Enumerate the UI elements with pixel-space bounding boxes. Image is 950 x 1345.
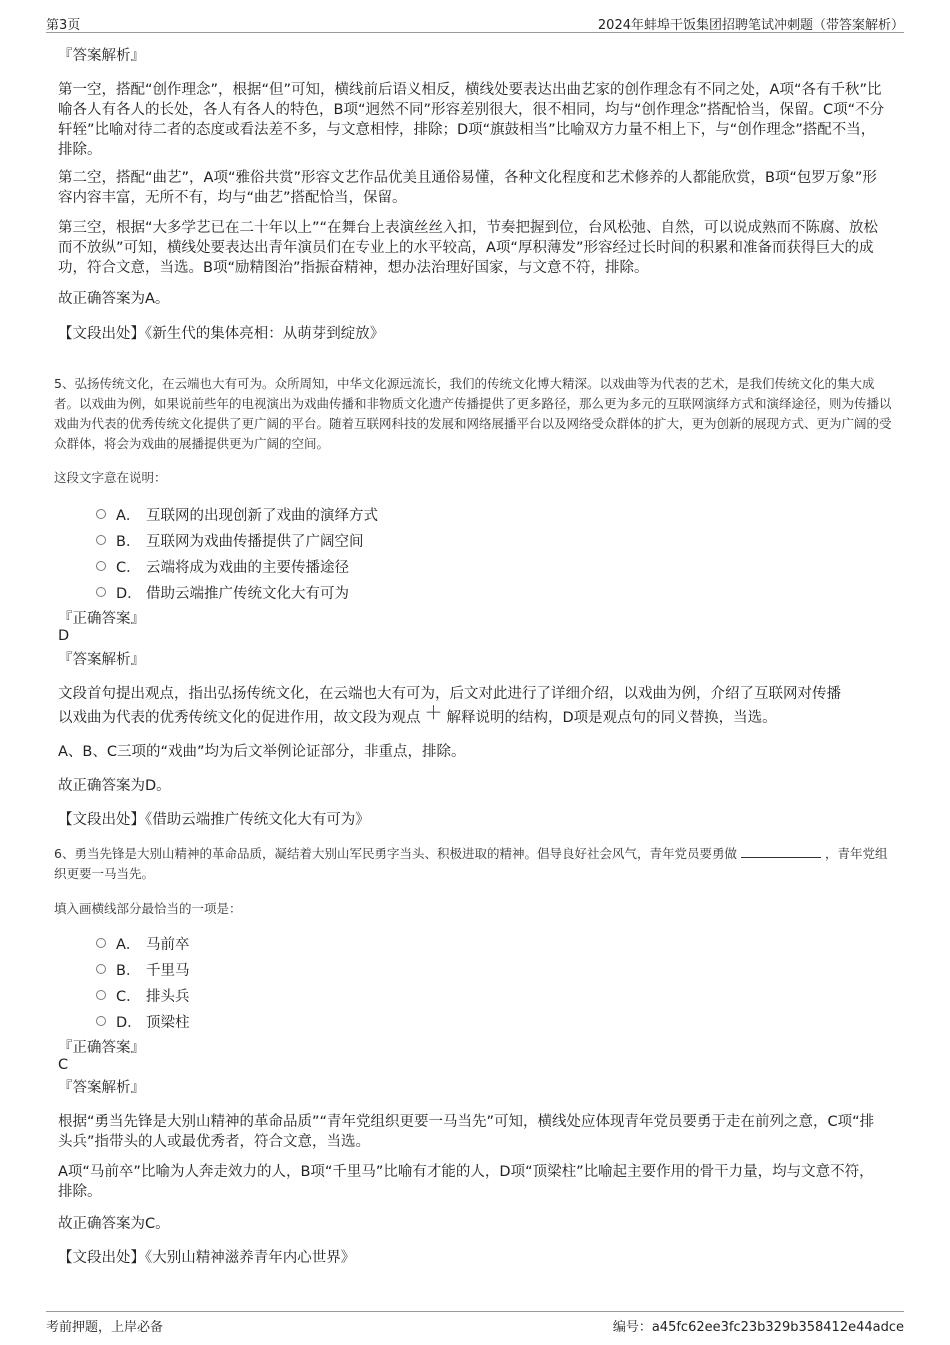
document-title: 2024年蚌埠干饭集团招聘笔试冲刺题（带答案解析）: [597, 18, 904, 33]
q5-analysis-p1c: 解释说明的结构，D项是观点句的同义替换，当选。: [446, 710, 777, 726]
q4-conclusion: 故正确答案为A。: [58, 291, 170, 307]
option-text: 排头兵: [146, 988, 190, 1005]
q6-source: 【文段出处】《大别山精神滋养青年内心世界》: [58, 1250, 356, 1266]
radio-icon[interactable]: [96, 587, 106, 597]
option-text: 互联网为戏曲传播提供了广阔空间: [146, 533, 364, 550]
radio-icon[interactable]: [96, 964, 106, 974]
q4-analysis-p3: 第三空，根据“大多学艺已在二十年以上”“在舞台上表演丝丝入扣，节奏把握到位，台风松弛、自然，可以说成熟而不陈腐、放松而不放纵”可知，横线处要表达出青年演员们在专业上的水平较高，A项“厚积薄发”形容经过长时间的积累和准备而获得巨大的成功，符合文意，当选。B项“励精图治”指振奋精神，想办法治理好国家，与文意不符，排除。: [58, 220, 879, 276]
option-text: 云端将成为戏曲的主要传播途径: [146, 559, 349, 576]
q5-analysis-label: 『答案解析』: [58, 652, 145, 668]
q5-option-c[interactable]: [96, 555, 349, 577]
q5-conclusion: 故正确答案为D。: [58, 778, 171, 794]
option-letter: A．: [116, 936, 141, 953]
q4-source: 【文段出处】《新生代的集体亮相：从萌芽到绽放》: [58, 326, 385, 342]
footer-slogan: 考前押题，上岸必备: [46, 1320, 164, 1335]
radio-icon[interactable]: [96, 535, 106, 545]
option-text: 借助云端推广传统文化大有可为: [146, 585, 349, 602]
option-letter: B．: [116, 962, 141, 979]
option-letter: C．: [116, 559, 141, 576]
q5-answer-label: 『正确答案』: [58, 611, 145, 627]
option-text: 马前卒: [146, 936, 190, 953]
radio-icon[interactable]: [96, 509, 106, 519]
q6-option-c[interactable]: [96, 984, 190, 1006]
q4-analysis-p2: 第二空，搭配“曲艺”，A项“雅俗共赏”形容文艺作品优美且通俗易懂，各种文化程度和艺术修养的人都能欣赏，B项“包罗万象”形容内容丰富，无所不有，均与“曲艺”搭配恰当，保留。: [58, 170, 877, 206]
q6-option-d[interactable]: [96, 1010, 190, 1032]
q5-question: 5、弘扬传统文化，在云端也大有可为。众所周知，中华文化源远流长，我们的传统文化博大精深。以戏曲等为代表的艺术，是我们传统文化的集大成者。以戏曲为例，如果说前些年的电视演出为戏曲传播和非物质文化遗产传播提供了更多路径，那么更为多元的互联网演绎方式和演绎途径，则为传播以戏曲为代表的优秀传统文化提供了更广阔的平台。随着互联网科技的发展和网络展播平台以及网络受众群体的扩大，更为创新的展现方式、更为广阔的受众群体，将会为戏曲的展播提供更为广阔的空间。: [54, 376, 892, 451]
fill-blank: [741, 845, 821, 858]
q6-option-b[interactable]: [96, 958, 190, 980]
page-footer: [46, 1311, 904, 1336]
q6-conclusion: 故正确答案为C。: [58, 1216, 170, 1232]
q5-option-d[interactable]: [96, 581, 349, 603]
q5-option-a[interactable]: [96, 503, 378, 525]
q6-analysis-p2: A项“马前卒”比喻为人奔走效力的人，B项“千里马”比喻有才能的人，D项“顶梁柱”比喻起主要作用的骨干力量，均与文意不符，排除。: [58, 1164, 874, 1200]
radio-icon[interactable]: [96, 990, 106, 1000]
radio-icon[interactable]: [96, 1016, 106, 1026]
q6-option-a[interactable]: [96, 932, 190, 954]
q5-prompt: 这段文字意在说明：: [54, 470, 167, 485]
page-number: 第3页: [46, 18, 81, 33]
radio-icon[interactable]: [96, 938, 106, 948]
q5-answer: D: [58, 628, 70, 644]
option-text: 顶梁柱: [146, 1014, 190, 1031]
q6-question-part1: 6、勇当先锋是大别山精神的革命品质，凝结着大别山军民勇字当头、积极进取的精神。倡导良好社会风气，青年党员要勇做: [54, 846, 737, 861]
q6-answer: C: [58, 1057, 69, 1073]
q5-analysis-p1b: 以戏曲为代表的优秀传统文化的促进作用，故文段为观点: [58, 710, 421, 726]
q6-answer-label: 『正确答案』: [58, 1040, 145, 1056]
q5-analysis-p1a: 文段首句提出观点，指出弘扬传统文化，在云端也大有可为，后文对此进行了详细介绍，以戏曲为例，介绍了互联网对传播: [58, 686, 841, 702]
q5-analysis-p2: A、B、C三项的“戏曲”均为后文举例论证部分，非重点，排除。: [58, 744, 466, 760]
q6-prompt: 填入画横线部分最恰当的一项是：: [54, 901, 242, 916]
footer-serial: 编号：a45fc62ee3fc23b329b358412e44adce: [612, 1320, 904, 1335]
q5-option-b[interactable]: [96, 529, 364, 551]
option-letter: C．: [116, 988, 141, 1005]
option-text: 千里马: [146, 962, 190, 979]
q5-source: 【文段出处】《借助云端推广传统文化大有可为》: [58, 812, 370, 828]
q4-analysis-p1: 第一空，搭配“创作理念”，根据“但”可知，横线前后语义相反，横线处要表达出曲艺家的创作理念有不同之处，A项“各有千秋”比喻各人有各人的长处，各人有各人的特色，B项“迥然不同”形容差别很大，很不相同，均与“创作理念”搭配恰当，保留。C项“不分轩轾”比喻对待二者的态度或看法差不多，与文意相悖，排除；D项“旗鼓相当”比喻双方力量不相上下，与“创作理念”搭配不当，排除。: [58, 82, 885, 158]
q4-analysis-label: 『答案解析』: [58, 48, 145, 64]
option-text: 互联网的出现创新了戏曲的演绎方式: [146, 507, 378, 524]
option-letter: B．: [116, 533, 141, 550]
q6-analysis-p1: 根据“勇当先锋是大别山精神的革命品质”“青年党组织更要一马当先”可知，横线处应体现青年党员要勇于走在前列之意，C项“排头兵”指带头的人或最优秀者，符合文意，当选。: [58, 1114, 875, 1150]
q6-question-part2: ，青年党组织更要一马当先。: [54, 846, 888, 881]
plus-sign: ＋: [424, 703, 443, 724]
q6-analysis-label: 『答案解析』: [58, 1080, 145, 1096]
radio-icon[interactable]: [96, 561, 106, 571]
option-letter: D．: [116, 1014, 142, 1031]
q5-analysis-p1-line2: [58, 703, 888, 728]
option-letter: D．: [116, 585, 142, 602]
option-letter: A．: [116, 507, 141, 524]
page-header: [46, 10, 904, 33]
q6-question: [54, 844, 894, 884]
